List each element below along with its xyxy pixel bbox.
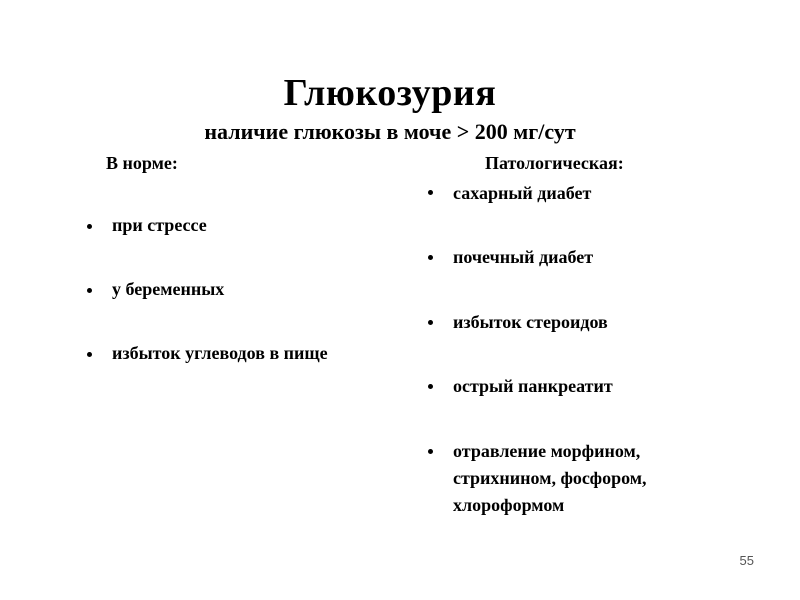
list-item-label: у беременных bbox=[112, 279, 225, 299]
list-item-label-line: отравление морфином, bbox=[453, 441, 641, 461]
bullet-icon bbox=[87, 352, 92, 357]
list-item-label: почечный диабет bbox=[453, 247, 594, 267]
left-column-heading: В норме: bbox=[106, 153, 178, 173]
list-item-label-line: стрихнином, фосфором, bbox=[453, 468, 647, 488]
list-item-label: сахарный диабет bbox=[453, 183, 592, 203]
bullet-icon bbox=[428, 320, 433, 325]
bullet-icon bbox=[87, 288, 92, 293]
list-item-label: избыток стероидов bbox=[453, 312, 608, 332]
slide-title: Глюкозурия bbox=[283, 72, 497, 114]
list-item-label: острый панкреатит bbox=[453, 376, 613, 396]
list-item-label: избыток углеводов в пище bbox=[112, 343, 328, 363]
page-number: 55 bbox=[739, 553, 754, 568]
bullet-icon bbox=[428, 255, 433, 260]
list-item-label-line: хлороформом bbox=[453, 495, 565, 515]
bullet-icon bbox=[428, 190, 433, 195]
list-item-label: при стрессе bbox=[112, 215, 207, 235]
bullet-icon bbox=[87, 224, 92, 229]
right-column-heading: Патологическая: bbox=[485, 153, 624, 173]
slide-subtitle: наличие глюкозы в моче > 200 мг/сут bbox=[204, 119, 576, 144]
bullet-icon bbox=[428, 384, 433, 389]
bullet-icon bbox=[428, 449, 433, 454]
